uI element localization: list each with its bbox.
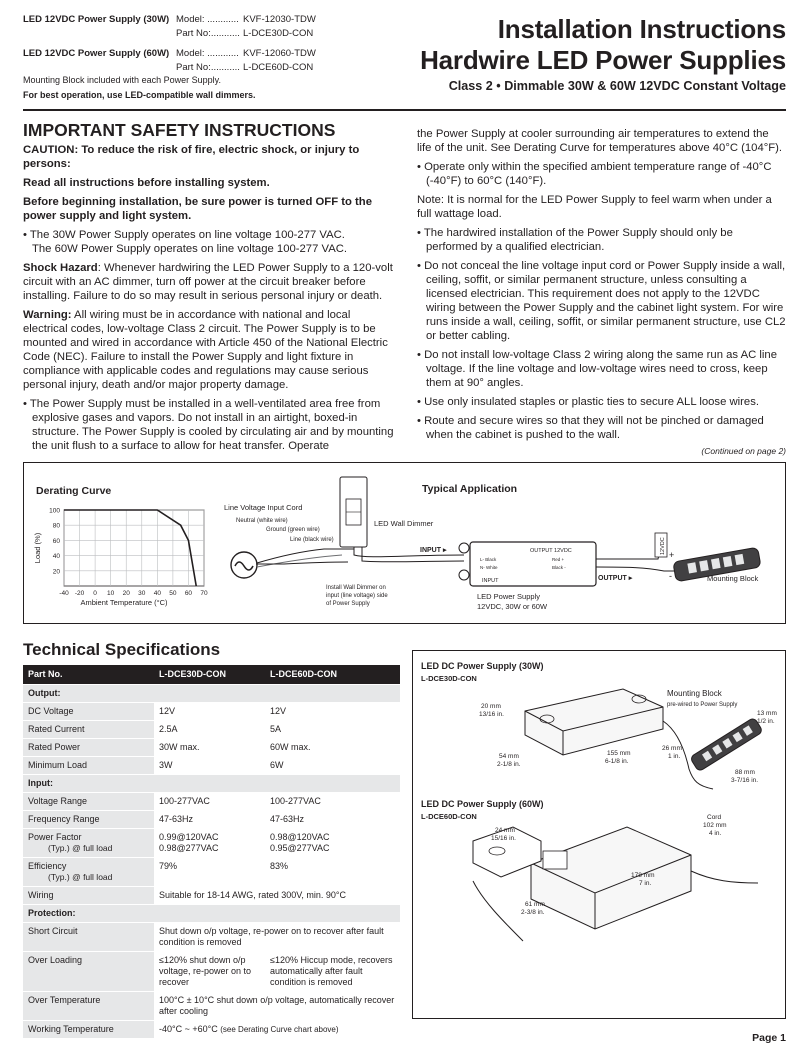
table-row	[23, 857, 400, 886]
page-title-line1: Installation Instructions	[497, 14, 786, 44]
safety-heading: IMPORTANT SAFETY INSTRUCTIONS	[23, 120, 336, 140]
ps-label-1: LED Power Supply	[477, 592, 540, 601]
dim-155mm: 155 mm	[607, 750, 631, 757]
figure-svg	[24, 463, 785, 623]
pf-60w-277: 0.95@277VAC	[270, 842, 330, 853]
dim-title-60w: LED DC Power Supply (60W)	[421, 799, 544, 809]
line-cord-label: Line Voltage Input Cord	[224, 503, 303, 512]
dim-102mm: 102 mm	[703, 822, 727, 829]
model-number: KVF-12060-TDW	[243, 48, 316, 59]
wiring-run-bullet: • Do not install low-voltage Class 2 wiring along the same run as AC line voltage. If the line voltage and low-voltage wires need to cross, keep them at 90° angles.	[417, 349, 777, 389]
row-label: Rated Power	[23, 738, 154, 756]
part-label: Part No:...........	[176, 28, 240, 39]
minus-label: -	[669, 571, 672, 581]
model-row-30w	[23, 13, 316, 27]
dim-15-16in: 15/16 in.	[491, 835, 516, 842]
dimensions-panel	[412, 650, 786, 1019]
derating-y-ticks	[49, 508, 60, 576]
dimmer-note-2: input (line voltage) side	[326, 593, 388, 599]
cell-60w: 83%	[265, 857, 400, 886]
cell-60w: 47-63Hz	[265, 810, 400, 828]
row-label: Over Loading	[23, 951, 154, 991]
dim-1in: 1 in.	[668, 753, 681, 760]
header-30w: L-DCE30D-CON	[154, 665, 265, 684]
table-row	[23, 756, 400, 774]
page-number: Page 1	[752, 1032, 786, 1044]
part-number: L-DCE60D-CON	[243, 62, 314, 73]
ps-label-2: 12VDC, 30W or 60W	[477, 602, 548, 611]
eff-label: Efficiency	[28, 860, 67, 871]
x-tick-label: 40	[153, 590, 161, 597]
cell-60w: 5A	[265, 720, 400, 738]
x-tick-label: 30	[138, 590, 146, 597]
x-tick-label: 0	[93, 590, 97, 597]
dim-part-30w: L-DCE30D-CON	[421, 674, 477, 683]
cell-30w: 12V	[154, 702, 265, 720]
mounting-block-label: Mounting Block	[707, 574, 759, 583]
model-label: Model: ............	[176, 48, 239, 59]
dim-3-7-16in: 3-7/16 in.	[731, 777, 759, 784]
cell-60w: 6W	[265, 756, 400, 774]
x-tick-label: 20	[122, 590, 130, 597]
plus-label: +	[669, 550, 675, 560]
dimensions-svg	[413, 651, 785, 1018]
header-divider	[23, 109, 786, 111]
cooling-text: the Power Supply at cooler surrounding air temperatures to extend the life of the unit. See Derating Curve for temperatures above 40°C (104°F).	[417, 128, 783, 154]
input-small-label: INPUT	[482, 578, 499, 584]
cell-60w	[265, 828, 400, 857]
x-tick-label: 10	[107, 590, 115, 597]
route-wires-bullet: • Route and secure wires so that they will not be pinched or damaged when the cabinet is pushed to the wall.	[417, 415, 764, 441]
12vdc-label: 12VDC	[660, 537, 666, 555]
pf-sub: (Typ.) @ full load	[48, 842, 113, 853]
cell-30w: 3W	[154, 756, 265, 774]
page-subtitle: Class 2 • Dimmable 30W & 60W 12VDC Constant Voltage	[448, 79, 786, 93]
dim-13mm: 13 mm	[757, 710, 777, 717]
dim-61mm: 61 mm	[525, 901, 545, 908]
mounting-note: Mounting Block included with each Power Supply.	[23, 75, 221, 85]
cell-30w: 30W max.	[154, 738, 265, 756]
model-list	[23, 13, 316, 75]
neutral-label: Neutral (white wire)	[236, 518, 288, 524]
tech-spec-heading: Technical Specifications	[23, 640, 221, 659]
table-row	[23, 810, 400, 828]
derating-x-label: Ambient Temperature (°C)	[80, 598, 168, 607]
table-row	[23, 702, 400, 720]
header-notes	[23, 73, 256, 103]
y-tick-label: 100	[49, 507, 60, 515]
row-label	[23, 857, 154, 886]
dim-20mm: 20 mm	[481, 703, 501, 710]
table-header-row	[23, 665, 400, 684]
dim-6-1-8in: 6-1/8 in.	[605, 758, 629, 765]
cell-30w: 100-277VAC	[154, 792, 265, 810]
dimmer-note: For best operation, use LED-compatible wall dimmers.	[23, 90, 256, 100]
power-off-warning: Before beginning installation, be sure power is turned OFF to the power supply and light system.	[23, 196, 372, 222]
section-row	[23, 904, 400, 922]
section-row	[23, 774, 400, 792]
row-label: Voltage Range	[23, 792, 154, 810]
part-number: L-DCE30D-CON	[243, 28, 314, 39]
cell-60w: 100-277VAC	[265, 792, 400, 810]
safety-right-column	[417, 127, 786, 447]
power-supply-30w-icon	[525, 689, 663, 755]
model-row-60w	[23, 47, 316, 61]
typical-title: Typical Application	[422, 483, 518, 495]
staples-bullet: • Use only insulated staples or plastic ties to secure ALL loose wires.	[417, 396, 759, 408]
row-label: Short Circuit	[23, 922, 154, 951]
dim-4in: 4 in.	[709, 830, 722, 837]
input-section: Input:	[23, 774, 400, 792]
warning-label: Warning:	[23, 309, 72, 321]
ventilation-bullet: • The Power Supply must be installed in a well-ventilated area free from explosive gases and vapors. Do not install in an airtight, boxed-in structure. The Power Supply is cooled by circulating air and by mounting the unit flush to a surface to allow for heat transfer. Operate	[23, 398, 394, 452]
cell-30w: 47-63Hz	[154, 810, 265, 828]
output-section: Output:	[23, 684, 400, 702]
table-row	[23, 886, 400, 904]
dim-178mm: 178 mm	[631, 872, 655, 879]
pf-30w-120: 0.99@120VAC	[159, 831, 219, 842]
model-number: KVF-12030-TDW	[243, 14, 316, 25]
mounting-block-title: Mounting Block	[667, 689, 722, 698]
spec-table	[23, 665, 400, 1038]
x-tick-label: 70	[200, 590, 208, 597]
protection-section: Protection:	[23, 904, 400, 922]
cord-label: Cord	[707, 814, 722, 821]
derating-x-ticks	[59, 590, 208, 597]
dim-7in: 7 in.	[639, 880, 652, 887]
row-label: DC Voltage	[23, 702, 154, 720]
y-tick-label: 60	[52, 537, 60, 545]
ground-label: Ground (green wire)	[266, 527, 320, 533]
table-row	[23, 1020, 400, 1038]
row-label: Minimum Load	[23, 756, 154, 774]
dim-2-1-8in: 2-1/8 in.	[497, 761, 521, 768]
y-tick-label: 40	[52, 553, 60, 561]
cell-60w: 60W max.	[265, 738, 400, 756]
dim-1-2in: 1/2 in.	[757, 718, 775, 725]
cell-both: Shut down o/p voltage, re-power on to recover after fault condition is removed	[154, 922, 400, 951]
dim-13-16in: 13/16 in.	[479, 711, 504, 718]
page-title-line2: Hardwire LED Power Supplies	[420, 45, 786, 75]
table-row	[23, 720, 400, 738]
table-row	[23, 828, 400, 857]
x-tick-label: 60	[184, 590, 193, 597]
derating-title: Derating Curve	[36, 485, 112, 497]
row-label: Over Temperature	[23, 991, 154, 1020]
pf-30w-277: 0.98@277VAC	[159, 842, 219, 853]
y-tick-label: 80	[52, 522, 60, 530]
n-white-label: N- White	[480, 565, 498, 570]
figure-panel	[23, 462, 786, 624]
row-label: Rated Current	[23, 720, 154, 738]
cell-60w: 12V	[265, 702, 400, 720]
black-label: Black -	[552, 565, 566, 570]
warning	[23, 308, 395, 392]
pf-60w-120: 0.98@120VAC	[270, 831, 330, 842]
output-12-label: OUTPUT 12VDC	[530, 548, 572, 554]
cell-30w	[154, 828, 265, 857]
dim-part-60w: L-DCE60D-CON	[421, 812, 477, 821]
table-row	[23, 922, 400, 951]
electrician-bullet: • The hardwired installation of the Power Supply should only be performed by a qualified electrician.	[417, 227, 733, 253]
table-row	[23, 991, 400, 1020]
voltage-bullet	[23, 228, 395, 256]
row-label: Frequency Range	[23, 810, 154, 828]
pf-label: Power Factor	[28, 831, 82, 842]
dim-2-3-8in: 2-3/8 in.	[521, 909, 545, 916]
dimmer-note-3: of Power Supply	[326, 601, 370, 607]
derating-y-label: Load (%)	[33, 532, 42, 564]
cell-both	[154, 1020, 400, 1038]
derating-plot-frame	[64, 510, 204, 586]
row-label: Wiring	[23, 886, 154, 904]
read-instructions: Read all instructions before installing system.	[23, 177, 270, 189]
y-tick-label: 20	[52, 568, 60, 576]
dim-88mm: 88 mm	[735, 769, 755, 776]
dim-24mm: 24 mm	[495, 827, 515, 834]
dim-title-30w: LED DC Power Supply (30W)	[421, 661, 544, 671]
header-60w: L-DCE60D-CON	[265, 665, 400, 684]
cell-60w: ≤120% Hiccup mode, recovers automatically after fault condition is removed	[265, 951, 400, 991]
output-label: OUTPUT ▸	[598, 575, 633, 582]
table-row	[23, 738, 400, 756]
dim-26mm: 26 mm	[662, 745, 682, 752]
power-supply-60w-icon	[473, 827, 691, 929]
working-temp-value: -40°C ~ +60°C	[159, 1023, 218, 1034]
input-label: INPUT ▸	[420, 547, 447, 554]
table-row	[23, 951, 400, 991]
cell-30w: 79%	[154, 857, 265, 886]
model-label: Model: ............	[176, 14, 239, 25]
part-row-30w	[23, 27, 316, 41]
cell-30w: ≤120% shut down o/p voltage, re-power on to recover	[154, 951, 265, 991]
section-row	[23, 684, 400, 702]
header-part-no: Part No.	[23, 665, 154, 684]
dimmer-label: LED Wall Dimmer	[374, 519, 434, 528]
safety-left-column	[23, 120, 395, 458]
dim-54mm: 54 mm	[499, 753, 519, 760]
row-label	[23, 828, 154, 857]
cell-30w: 2.5A	[154, 720, 265, 738]
conceal-bullet: • Do not conceal the line voltage input cord or Power Supply inside a wall, ceiling, soffit, or similar permanent structure, unless consulting a licensed electrician. This requirement does not apply to the 12VDC wiring between the Power Supply and the cabinet light system. For wire runs inside a wall, ceiling, soffit, or similar permanent structure, use CL2 or better cabling.	[417, 260, 786, 342]
dimmer-note-1: Install Wall Dimmer on	[326, 585, 386, 591]
mounting-block-sub: pre-wired to Power Supply	[667, 702, 738, 708]
l-black-label: L- Black	[480, 557, 497, 562]
shock-text: : Whenever hardwiring the LED Power Supply to a 120-volt circuit with an AC dimmer, turn off power at the circuit breaker before installing. Failure to do so may result in serious personal injury or death.	[23, 262, 393, 302]
part-label: Part No:...........	[176, 62, 240, 73]
continued-note: (Continued on page 2)	[701, 446, 786, 456]
voltage-60w: The 60W Power Supply operates on line voltage 100-277 VAC.	[32, 243, 348, 255]
x-tick-label: 50	[169, 590, 177, 597]
table-row	[23, 792, 400, 810]
model-name: LED 12VDC Power Supply (60W)	[23, 48, 170, 59]
x-tick-label: -20	[74, 590, 85, 597]
cell-both: Suitable for 18-14 AWG, rated 300V, min. 90°C	[154, 886, 400, 904]
shock-hazard	[23, 261, 395, 303]
working-temp-note: (see Derating Curve chart above)	[220, 1024, 339, 1034]
model-name: LED 12VDC Power Supply (30W)	[23, 14, 170, 25]
shock-label: Shock Hazard	[23, 262, 98, 274]
red-label: Red +	[552, 557, 565, 562]
caution-text: CAUTION: To reduce the risk of fire, electric shock, or injury to persons:	[23, 144, 360, 170]
warm-note: Note: It is normal for the LED Power Supply to feel warm when under a full wattage load.	[417, 194, 772, 220]
x-tick-label: -40	[59, 590, 69, 597]
cell-both: 100°C ± 10°C shut down o/p voltage, automatically recover after cooling	[154, 991, 400, 1020]
line-label: Line (black wire)	[290, 537, 334, 543]
mounting-block-dim-icon	[690, 717, 763, 772]
temperature-bullet: • Operate only within the specified ambient temperature range of -40°C (-40°F) to 60°C (140°F).	[417, 161, 772, 187]
voltage-30w: • The 30W Power Supply operates on line voltage 100-277 VAC.	[23, 229, 345, 241]
warning-text: All wiring must be in accordance with national and local electrical codes, low-voltage Class 2 circuit. The Power Supply is to be mounted and wired in accordance with Article 450 of the National Electric Code (NEC). Failure to install the Power Supply and light fixture in compliance with applicable codes and regulations may cause serious personal injury, death and/or major property damage.	[23, 309, 388, 391]
eff-sub: (Typ.) @ full load	[48, 871, 113, 882]
row-label: Working Temperature	[23, 1020, 154, 1038]
